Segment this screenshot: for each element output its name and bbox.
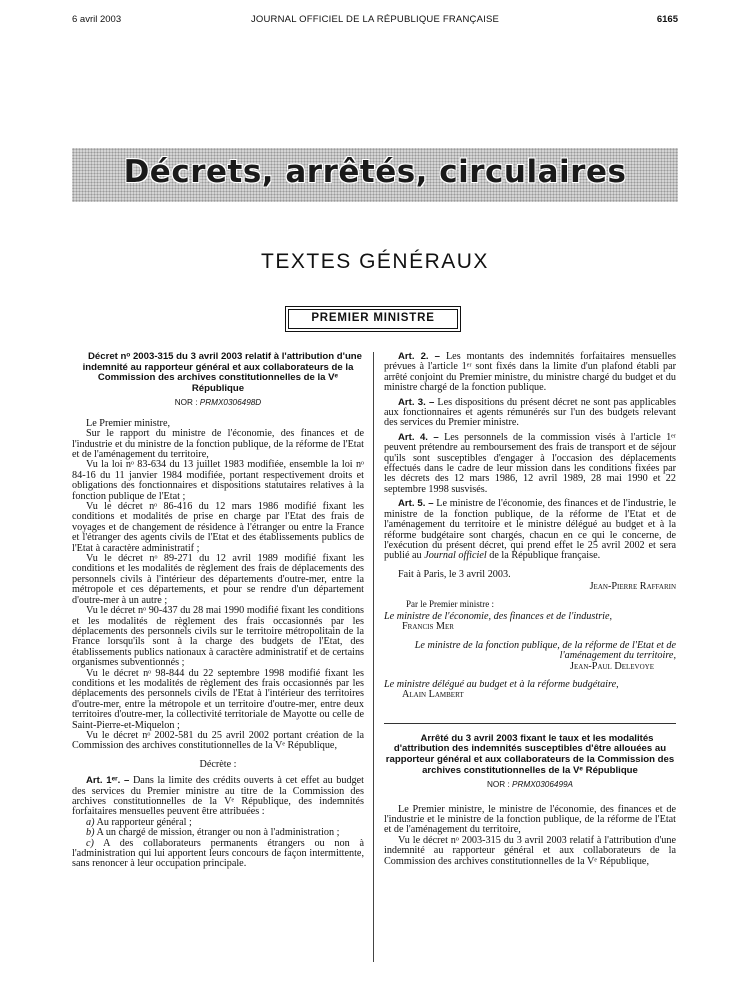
arrete-nor bbox=[384, 780, 676, 790]
arrete-title: Arrêté du 3 avril 2003 fixant le taux et les modalités d'attribution des indemnités susceptibles d'être allouées au rapporteur général et aux collaborateurs de la Commission des archives constitutionnelles de la Vᵉ République bbox=[385, 732, 675, 776]
page-number: 6165 bbox=[656, 14, 678, 25]
decrete-label: Décrète : bbox=[199, 758, 237, 770]
running-header bbox=[72, 14, 678, 28]
banner-title: Décrets, arrêtés, circulaires bbox=[123, 154, 627, 190]
vu-paragraph: Vu le décret nᵒ 89-271 du 12 avril 1989 modifié fixant les conditions et les modalités de règlement des frais de déplacements des personnels civils à l'intérieur des départements d'outre-mer, entre la métropole et ces départements, et pour se rendre d'un département d'outre-mer à un autre ; bbox=[72, 553, 364, 606]
signatory-name: Jean-Pierre Raffarin bbox=[589, 581, 676, 593]
arrete-vu: Vu le décret nᵒ 2003-315 du 3 avril 2003 relatif à l'attribution d'une indemnité au rapporteur général et aux collaborateurs de la Commission des archives constitutionnelles de la Vᵉ République, bbox=[384, 834, 676, 867]
article-4 bbox=[384, 433, 676, 495]
vu-paragraph: Vu la loi nᵒ 83-634 du 13 juillet 1983 modifiée, ensemble la loi nᵒ 84-16 du 11 janvier 1984 modifiée, portant respectivement droits et obligations des fonctionnaires et dispositions statutaires relatives à la fonction publique de l'Etat ; bbox=[72, 459, 364, 502]
vu-paragraph: Sur le rapport du ministre de l'économie, des finances et de l'industrie et du ministre de la fonction publique, de la réforme de l'Etat et de l'aménagement du territoire, bbox=[72, 428, 364, 460]
article-2 bbox=[384, 352, 676, 394]
article-1-text: Dans la limite des crédits ouverts à cet effet au budget des services du Premier ministre au titre de la Commission des archives constitutionnelles de la Vᵉ République, des indemnités forfaitaires mensuelles peuvent être attribuées : bbox=[72, 775, 365, 818]
minister-budget-name: Alain Lambert bbox=[402, 689, 464, 701]
article-2-text: Les montants des indemnités forfaitaires mensuelles prévues à l'article 1ᵉʳ sont fixés dans la limite d'un plafond établi par arrêté conjoint du Premier ministre, du ministre chargé du budget et du ministre chargé de la fonction publique. bbox=[384, 351, 676, 394]
article-5-label: Art. 5. – bbox=[398, 498, 434, 510]
fait-a-paris: Fait à Paris, le 3 avril 2003. bbox=[398, 568, 511, 580]
article-1-item: c) A des collaborateurs permanents étrangers ou non à l'administration qui lui apportent leurs concours de façon intermittente, sans renoncer à leur occupation principale. bbox=[72, 837, 365, 870]
minister-budget-block bbox=[384, 680, 676, 701]
article-4-label: Art. 4. – bbox=[398, 431, 439, 443]
minister-budget-title: Le ministre délégué au budget et à la réforme budgétaire, bbox=[384, 678, 619, 690]
decret-nor-code: PRMX0306498D bbox=[199, 398, 262, 408]
article-1-item: b) A un chargé de mission, étranger ou non à l'administration ; bbox=[86, 827, 340, 839]
article-1 bbox=[72, 776, 364, 818]
decret-nor-label: NOR : bbox=[174, 398, 200, 408]
minister-economy-name: Francis Mer bbox=[402, 621, 454, 633]
article-3-label: Art. 3. – bbox=[398, 396, 435, 408]
arrete-preamble: Le Premier ministre, le ministre de l'économie, des finances et de l'industrie et le ministre de la fonction publique, de la réforme de l'Etat et de l'aménagement du territoire, bbox=[384, 803, 676, 836]
ministry-label: PREMIER MINISTRE bbox=[311, 312, 435, 324]
decret-intro: Le Premier ministre, bbox=[86, 417, 171, 429]
vu-paragraph: Vu le décret nᵒ 86-416 du 12 mars 1986 modifié fixant les conditions et modalités de prise en charge par l'Etat des frais de voyages et de changement de résidence à l'étranger ou entre la France et l'étranger des agents civils de l'Etat et des établissements publics de l'Etat à caractère administratif ; bbox=[72, 501, 364, 554]
minister-economy-block bbox=[384, 612, 676, 633]
article-3-text: Les dispositions du présent décret ne sont pas applicables aux fonctionnaires et agents rémunérés sur l'un des budgets relevant des services du Premier ministre. bbox=[384, 396, 676, 429]
article-1-item: a) Au rapporteur général ; bbox=[86, 816, 192, 828]
section-divider bbox=[384, 723, 676, 724]
vu-paragraph: Vu le décret nᵒ 90-437 du 28 mai 1990 modifié fixant les conditions et les modalités de règlement des frais occasionnés par les déplacements des personnels civils sur le territoire métropolitain de la France lorsqu'ils sont à la charge des budgets de l'Etat, des établissements publics nationaux à caractère administratif et de certains organismes subventionnés ; bbox=[72, 605, 364, 669]
decret-title: Décret nᵒ 2003-315 du 3 avril 2003 relatif à l'attribution d'une indemnité au rapporteur général et aux collaborateurs de la Commission des archives constitutionnelles de la Vᵉ République bbox=[82, 351, 363, 394]
decret-nor bbox=[72, 398, 364, 408]
arrete-nor-code: PRMX0306499A bbox=[512, 780, 574, 790]
issue-date: 6 avril 2003 bbox=[72, 14, 122, 25]
article-4-text: Les personnels de la commission visés à l'article 1ᵉʳ peuvent prétendre au remboursement des frais de transport et de séjour qu'ils sont susceptibles d'engager à l'occasion des déplacements effectués dans le cadre de leur mission dans les conditions fixées par les décrets des 12 mars 1986, 12 avril 1989, 28 mai 1990 et 22 septembre 1998 susvisés. bbox=[384, 431, 677, 495]
vu-paragraph: Vu le décret nᵒ 98-844 du 22 septembre 1998 modifié fixant les conditions et les modalités de règlement des frais occasionnés par les déplacements des personnels civils de l'Etat à l'intérieur des territoires d'outre-mer, entre la métropole et un territoire d'outre-mer, entre deux territoires d'outre-mer, la collectivité territoriale de Mayotte ou celle de Saint-Pierre-et-Miquelon ; bbox=[72, 667, 364, 731]
article-2-label: Art. 2. – bbox=[398, 351, 440, 362]
minister-economy-title: Le ministre de l'économie, des finances et de l'industrie, bbox=[384, 610, 613, 622]
par-le-premier-ministre: Par le Premier ministre : bbox=[406, 598, 494, 609]
right-column bbox=[384, 352, 676, 867]
minister-public-service-name: Jean-Paul Delevoye bbox=[570, 660, 654, 672]
vu-paragraph: Vu le décret nᵒ 2002-581 du 25 avril 2002 portant création de la Commission des archives constitutionnelles de la Vᵉ République, bbox=[72, 729, 364, 752]
minister-public-service-block bbox=[384, 641, 676, 672]
journal-officiel-ref: Journal officiel bbox=[424, 550, 487, 562]
section-title: TEXTES GÉNÉRAUX bbox=[261, 250, 489, 273]
article-3 bbox=[384, 398, 676, 429]
minister-public-service-title: Le ministre de la fonction publique, de la réforme de l'Etat et de l'aménagement du territoire, bbox=[414, 639, 676, 662]
arrete-nor-label: NOR : bbox=[486, 780, 513, 790]
ministry-box bbox=[285, 306, 461, 332]
article-1-label: Art. 1ᵉʳ. – bbox=[86, 775, 130, 787]
journal-title: JOURNAL OFFICIEL DE LA RÉPUBLIQUE FRANÇAISE bbox=[250, 14, 500, 25]
section-banner bbox=[72, 148, 678, 202]
article-5: Art. 5. – Le ministre de l'économie, des finances et de l'industrie, le ministre de la fonction publique, de la réforme de l'Etat et de l'aménagement du territoire et le ministre délégué au budget et à la réforme budgétaire sont chargés, chacun en ce qui le concerne, de l'exécution du présent décret, qui prend effet le 25 avril 2002 et sera publié au Journal officiel de la République française. bbox=[384, 498, 676, 562]
article-5-text: Le ministre de l'économie, des finances et de l'industrie, le ministre de la fonction publique, de la réforme de l'Etat et de l'aménagement du territoire et le ministre délégué au budget et à la réforme budgétaire sont chargés, chacun en ce qui le concerne, de l'exécution du présent décret, qui prend effet le 25 avril 2002 et sera publié au bbox=[384, 498, 676, 562]
left-column bbox=[72, 352, 364, 870]
column-divider bbox=[373, 352, 374, 962]
